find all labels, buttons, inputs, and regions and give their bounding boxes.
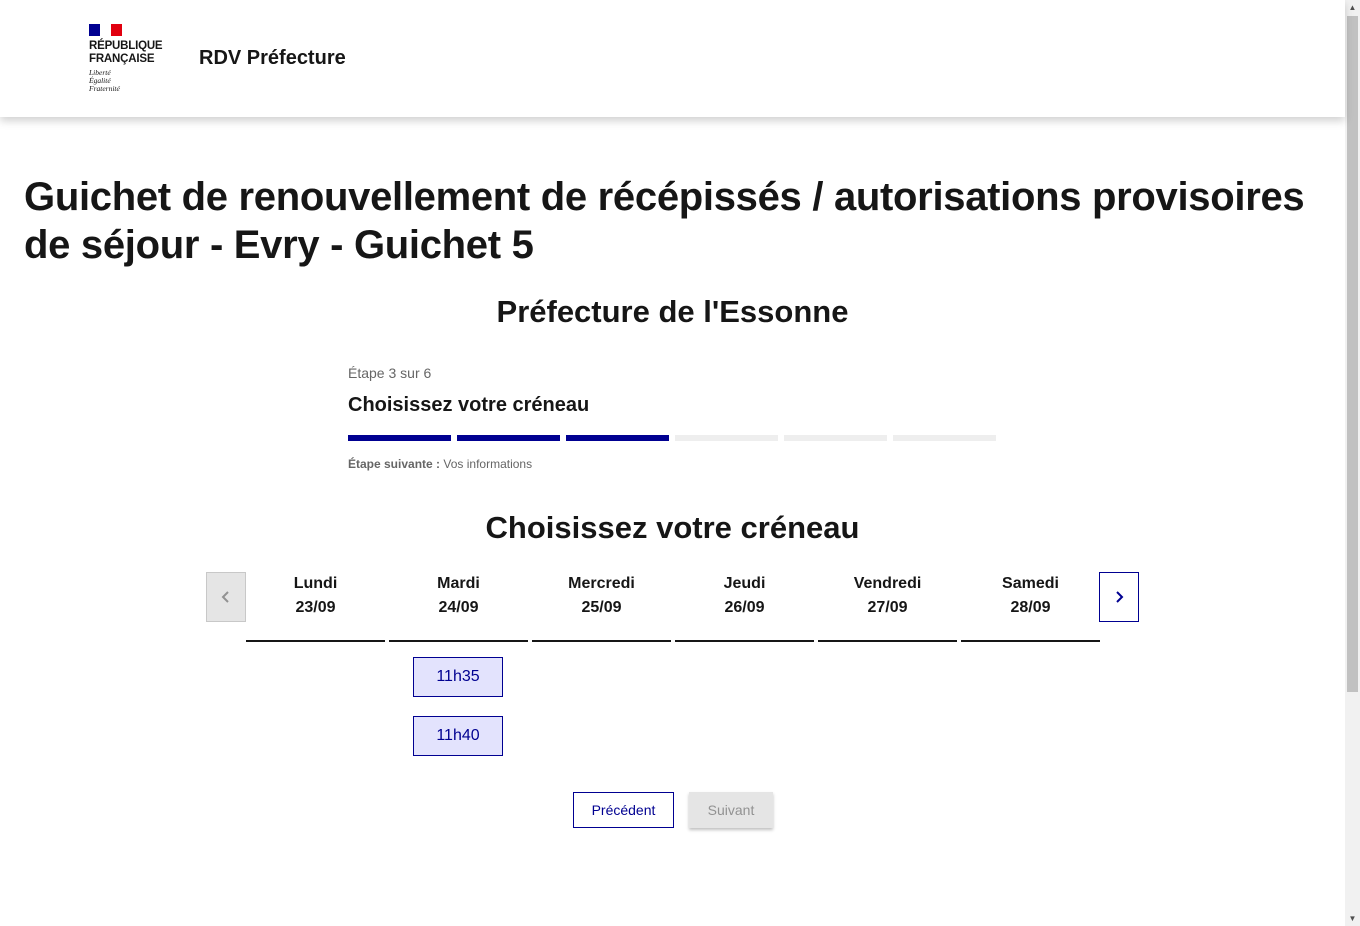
day-column-friday bbox=[818, 572, 957, 642]
stepper-bar-5 bbox=[784, 435, 887, 441]
scroll-down-arrow-icon[interactable]: ▼ bbox=[1348, 914, 1357, 923]
stepper-next-value: Vos informations bbox=[443, 457, 533, 471]
day-column-wednesday bbox=[532, 572, 671, 642]
motto-liberte: Liberté bbox=[89, 68, 111, 77]
stepper bbox=[348, 363, 998, 472]
vertical-scrollbar[interactable] bbox=[1345, 0, 1360, 926]
day-name: Vendredi bbox=[853, 575, 922, 592]
french-flag-icon bbox=[89, 24, 122, 36]
scrollbar-thumb[interactable] bbox=[1347, 16, 1358, 692]
day-name: Samedi bbox=[1002, 575, 1059, 592]
stepper-bar-4 bbox=[675, 435, 778, 441]
day-column-thursday bbox=[675, 572, 814, 642]
slot-heading: Choisissez votre créneau bbox=[485, 510, 860, 545]
page-title: Guichet de renouvellement de récépissés / autorisations provisoires de séjour - Evry - Guichet 5 bbox=[24, 175, 1305, 267]
day-column-monday bbox=[246, 572, 385, 642]
day-column-saturday bbox=[961, 572, 1100, 642]
day-column-tuesday bbox=[389, 572, 528, 642]
previous-button[interactable]: Précédent bbox=[573, 792, 674, 828]
stepper-state: Étape 3 sur 6 bbox=[348, 365, 432, 381]
day-name: Mardi bbox=[437, 575, 480, 592]
logo-line-2: FRANÇAISE bbox=[89, 53, 155, 65]
stepper-title: Choisissez votre créneau bbox=[348, 394, 590, 416]
stepper-bar-2 bbox=[457, 435, 560, 441]
scroll-up-arrow-icon[interactable]: ▲ bbox=[1348, 3, 1357, 12]
day-date: 27/09 bbox=[867, 599, 908, 616]
day-date: 28/09 bbox=[1010, 599, 1051, 616]
day-date: 24/09 bbox=[438, 599, 479, 616]
day-name: Jeudi bbox=[723, 575, 766, 592]
service-title[interactable]: RDV Préfecture bbox=[199, 47, 346, 69]
chevron-left-icon bbox=[220, 590, 232, 604]
day-date: 26/09 bbox=[724, 599, 765, 616]
next-button[interactable]: Suivant bbox=[689, 792, 773, 828]
time-slot-button[interactable]: 11h40 bbox=[413, 716, 503, 756]
day-date: 23/09 bbox=[295, 599, 336, 616]
prefecture-name: Préfecture de l'Essonne bbox=[496, 294, 849, 329]
stepper-next-label: Étape suivante : bbox=[348, 457, 441, 471]
stepper-next-step bbox=[348, 456, 998, 472]
motto-egalite: Égalité bbox=[89, 76, 111, 85]
calendar-days bbox=[246, 572, 1100, 642]
stepper-bar-6 bbox=[893, 435, 996, 441]
republique-francaise-logo[interactable] bbox=[89, 24, 169, 96]
chevron-right-icon bbox=[1113, 590, 1125, 604]
stepper-bar-1 bbox=[348, 435, 451, 441]
time-slot-button[interactable]: 11h35 bbox=[413, 657, 503, 697]
day-date: 25/09 bbox=[581, 599, 622, 616]
day-name: Mercredi bbox=[568, 575, 635, 592]
next-week-button[interactable] bbox=[1099, 572, 1139, 622]
day-name: Lundi bbox=[293, 575, 338, 592]
stepper-progress bbox=[348, 435, 998, 441]
previous-week-button[interactable] bbox=[206, 572, 246, 622]
logo-line-1: RÉPUBLIQUE bbox=[89, 40, 163, 52]
site-header bbox=[0, 0, 1345, 117]
stepper-bar-3 bbox=[566, 435, 669, 441]
motto-fraternite: Fraternité bbox=[89, 84, 120, 93]
